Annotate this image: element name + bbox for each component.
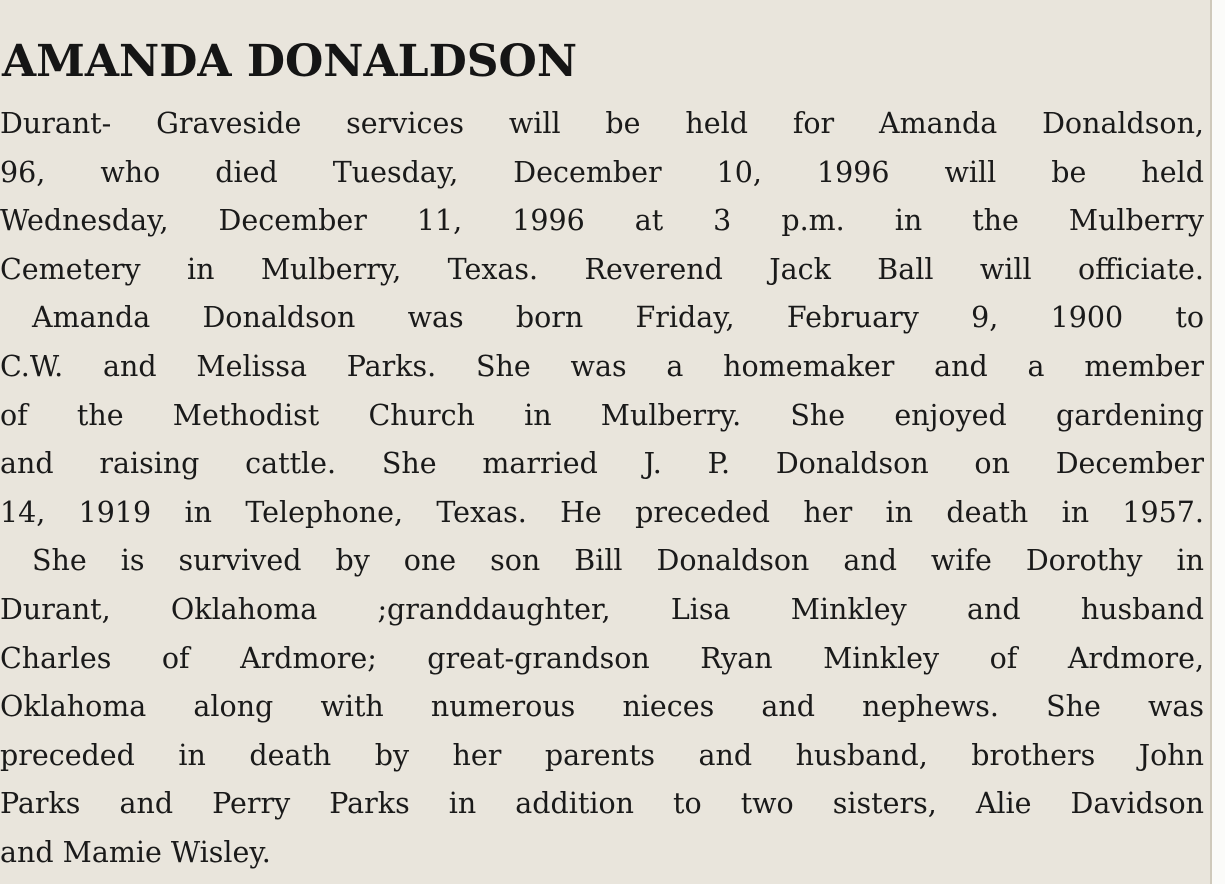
text-line: Cemetery in Mulberry, Texas. Reverend Jack Ball will officiate. — [0, 252, 1204, 286]
obituary-headline: AMANDA DONALDSON — [2, 36, 578, 87]
text-line: Durant, Oklahoma ;granddaughter, Lisa Minkley and husband — [0, 592, 1204, 626]
text-line: of the Methodist Church in Mulberry. She enjoyed gardening — [0, 398, 1204, 432]
text-line: Amanda Donaldson was born Friday, February 9, 1900 to — [32, 301, 1204, 335]
text-line: Oklahoma along with numerous nieces and nephews. She was — [0, 690, 1204, 724]
text-line: and raising cattle. She married J. P. Donaldson on December — [0, 447, 1204, 481]
text-line: and Mamie Wisley. — [0, 835, 271, 869]
text-line: Parks and Perry Parks in addition to two sisters, Alie Davidson — [0, 787, 1204, 821]
page-background-edge — [1212, 0, 1225, 884]
text-line: preceded in death by her parents and husband, brothers John — [0, 738, 1204, 772]
text-line: She is survived by one son Bill Donaldson and wife Dorothy in — [32, 544, 1204, 578]
text-line: C.W. and Melissa Parks. She was a homemaker and a member — [0, 349, 1204, 383]
text-line: Durant- Graveside services will be held for Amanda Donaldson, — [0, 107, 1204, 140]
text-line: 96, who died Tuesday, December 10, 1996 will be held — [0, 155, 1204, 189]
text-line: Wednesday, December 11, 1996 at 3 p.m. in the Mulberry — [0, 204, 1204, 238]
obituary-body — [0, 100, 1204, 878]
text-line: Charles of Ardmore; great-grandson Ryan Minkley of Ardmore, — [0, 641, 1204, 675]
text-line: 14, 1919 in Telephone, Texas. He preceded her in death in 1957. — [0, 495, 1204, 529]
